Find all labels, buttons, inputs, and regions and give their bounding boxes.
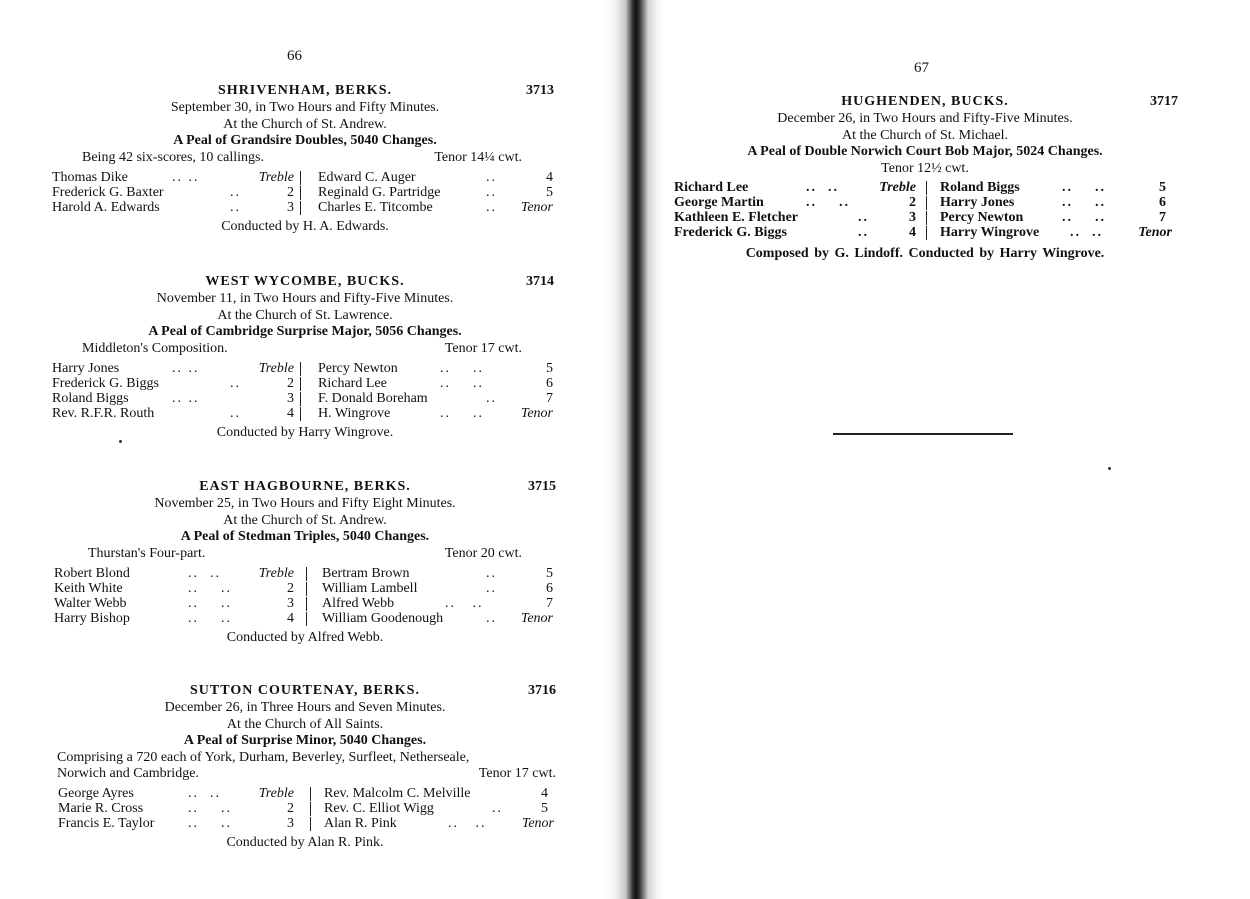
leader-dots: .. ..	[440, 405, 484, 421]
leader-dots: ..	[858, 210, 869, 225]
peal-conductor: Conducted by Alfred Webb.	[226, 629, 384, 645]
peal-title: A Peal of Surprise Minor, 5040 Changes.	[183, 733, 427, 748]
ringer-name: George Martin	[674, 195, 764, 210]
leader-dots: ..	[858, 225, 869, 240]
leader-dots: .. ..	[188, 610, 232, 626]
peal-number: 3713	[526, 83, 554, 98]
ringer-name: Keith White	[54, 580, 123, 596]
peal-tenor: Tenor 17 cwt.	[478, 766, 556, 781]
ringer-name: Harry Jones	[52, 360, 120, 376]
peal-date: December 26, in Three Hours and Seven Minutes.	[164, 700, 446, 715]
bell-number: 6	[1159, 195, 1166, 210]
column-divider	[300, 362, 301, 376]
ringer-name: Rev. R.F.R. Routh	[52, 405, 155, 421]
ringer-name: Frederick G. Baxter	[52, 184, 164, 200]
leader-dots: ..	[230, 184, 241, 200]
leader-dots: ..	[230, 375, 241, 391]
ringers-list	[50, 786, 560, 831]
ringer-row	[50, 200, 560, 215]
bell-number: Treble	[258, 565, 294, 581]
peal-church: At the Church of All Saints.	[226, 716, 384, 732]
ringer-name: Harry Wingrove	[940, 225, 1040, 240]
ringer-name: Marie R. Cross	[58, 801, 144, 816]
ringer-name: Charles E. Titcombe	[318, 199, 433, 215]
leader-dots: ..	[486, 169, 497, 185]
peal-meta	[50, 341, 560, 358]
ringers-list	[50, 361, 560, 421]
peal-church: At the Church of St. Andrew.	[223, 116, 387, 132]
ringer-name: Francis E. Taylor	[58, 816, 155, 831]
peal-heading	[50, 83, 560, 100]
peal-tenor: Tenor 20 cwt.	[444, 545, 522, 561]
peal-heading	[50, 274, 560, 291]
ringer-name: Rev. C. Elliot Wigg	[324, 801, 434, 816]
ringer-row	[670, 180, 1180, 195]
bell-number: 5	[546, 360, 553, 376]
ringer-row	[50, 611, 560, 626]
peal-title: A Peal of Grandsire Doubles, 5040 Changes.	[173, 133, 437, 148]
ringer-row	[50, 391, 560, 406]
peal-entry	[50, 83, 560, 235]
ringer-name: Harold A. Edwards	[52, 199, 160, 215]
bell-number: Tenor	[1138, 225, 1172, 240]
ringer-name: Percy Newton	[940, 210, 1024, 225]
ringer-name: William Goodenough	[322, 610, 444, 626]
ringer-name: Richard Lee	[674, 180, 749, 195]
leader-dots: .. ..	[188, 816, 232, 831]
peal-entry	[50, 479, 560, 646]
peal-meta	[50, 766, 560, 783]
bell-number: Treble	[879, 180, 916, 195]
peal-conductor: Conducted by Harry Wingrove.	[216, 424, 394, 440]
peal-church: At the Church of St. Lawrence.	[217, 307, 393, 323]
ringer-row	[50, 816, 560, 831]
leader-dots: .. ..	[172, 360, 200, 376]
leader-dots: .. ..	[806, 180, 839, 195]
leader-dots: .. ..	[188, 801, 232, 816]
ringer-name: F. Donald Boreham	[318, 390, 428, 406]
ringer-name: Frederick G. Biggs	[52, 375, 159, 391]
leader-dots: .. ..	[1062, 195, 1106, 210]
leader-dots: .. ..	[188, 786, 221, 801]
ringer-name: Alan R. Pink	[324, 816, 397, 831]
peal-number: 3715	[528, 479, 556, 494]
bell-number: 5	[541, 801, 548, 816]
column-divider	[300, 171, 301, 185]
ringer-row	[50, 786, 560, 801]
bell-number: 3	[287, 595, 294, 611]
column-divider	[300, 201, 301, 215]
bell-number: 4	[541, 786, 548, 801]
bell-number: 4	[287, 610, 294, 626]
ringer-row	[50, 801, 560, 816]
ringer-name: Thomas Dike	[52, 169, 128, 185]
ringer-row	[50, 376, 560, 391]
column-divider	[300, 377, 301, 391]
leader-dots: .. ..	[188, 595, 232, 611]
bell-number: 4	[909, 225, 916, 240]
peal-place: SUTTON COURTENAY, BERKS.	[190, 683, 420, 698]
leader-dots: ..	[486, 199, 497, 215]
peal-note-continued: Norwich and Cambridge.	[57, 766, 199, 781]
leader-dots: .. ..	[448, 816, 487, 831]
ringer-name: H. Wingrove	[318, 405, 391, 421]
ringer-name: Harry Jones	[940, 195, 1015, 210]
bell-number: 3	[287, 199, 294, 215]
bell-number: 3	[287, 816, 294, 831]
bell-number: 5	[1159, 180, 1166, 195]
column-divider	[926, 196, 927, 210]
leader-dots: .. ..	[440, 360, 484, 376]
ringer-name: Frederick G. Biggs	[674, 225, 787, 240]
column-divider	[300, 407, 301, 421]
peal-entry	[50, 274, 560, 441]
column-divider	[310, 787, 311, 801]
ringer-name: Edward C. Auger	[318, 169, 416, 185]
leader-dots: ..	[486, 390, 497, 406]
bell-number: 5	[546, 565, 553, 581]
leader-dots: ..	[492, 801, 503, 816]
ringer-row	[50, 596, 560, 611]
column-divider	[306, 612, 307, 626]
column-divider	[306, 567, 307, 581]
bell-number: 7	[546, 595, 553, 611]
peal-tenor: Tenor 17 cwt.	[444, 340, 522, 356]
leader-dots: .. ..	[1062, 210, 1106, 225]
leader-dots: .. ..	[1062, 180, 1106, 195]
peal-church: At the Church of St. Michael.	[841, 127, 1009, 143]
peal-heading	[50, 683, 560, 700]
peal-heading	[50, 479, 560, 496]
peal-number: 3716	[528, 683, 556, 698]
ringer-name: Robert Blond	[54, 565, 130, 581]
ringer-row	[50, 170, 560, 185]
print-speck	[1108, 467, 1111, 470]
leader-dots: ..	[230, 199, 241, 215]
ringer-row	[670, 195, 1180, 210]
peal-number: 3717	[1150, 94, 1178, 109]
peal-date: November 11, in Two Hours and Fifty-Five Minutes.	[156, 291, 454, 306]
peal-place: SHRIVENHAM, BERKS.	[218, 83, 392, 98]
leader-dots: .. ..	[172, 169, 200, 185]
peal-note: Being 42 six-scores, 10 callings.	[82, 149, 264, 165]
page-number: 67	[914, 60, 929, 76]
peal-entry	[50, 683, 560, 852]
ringers-list	[50, 170, 560, 215]
ringers-list	[670, 180, 1180, 240]
peal-conductor: Composed by G. Lindoff. Conducted by Harry Wingrove.	[745, 246, 1105, 261]
column-divider	[926, 226, 927, 240]
print-speck	[119, 440, 122, 443]
peal-church: At the Church of St. Andrew.	[223, 512, 387, 528]
bell-number: 2	[287, 580, 294, 596]
peal-title: A Peal of Stedman Triples, 5040 Changes.	[180, 529, 430, 544]
bell-number: 7	[1159, 210, 1166, 225]
bell-number: 3	[287, 390, 294, 406]
peal-number: 3714	[526, 274, 554, 289]
column-divider	[310, 802, 311, 816]
ringer-row	[50, 185, 560, 200]
bell-number: 4	[546, 169, 553, 185]
bell-number: 2	[287, 375, 294, 391]
bell-number: Treble	[258, 360, 294, 376]
bell-number: 2	[287, 184, 294, 200]
bell-number: 5	[546, 184, 553, 200]
leader-dots: .. ..	[172, 390, 200, 406]
peal-date: November 25, in Two Hours and Fifty Eight Minutes.	[154, 496, 456, 511]
ringer-row	[50, 581, 560, 596]
ringer-row	[50, 566, 560, 581]
bell-number: Tenor	[520, 405, 553, 421]
peal-heading	[670, 94, 1180, 111]
book-gutter	[605, 0, 665, 899]
peal-place: HUGHENDEN, BUCKS.	[841, 94, 1009, 109]
bell-number: 2	[909, 195, 916, 210]
bell-number: Treble	[258, 169, 294, 185]
peal-entry	[670, 94, 1180, 263]
bell-number: 2	[287, 801, 294, 816]
column-divider	[300, 186, 301, 200]
peal-date: December 26, in Two Hours and Fifty-Five Minutes.	[777, 111, 1073, 126]
column-divider	[306, 582, 307, 596]
ringer-name: Roland Biggs	[52, 390, 129, 406]
leader-dots: ..	[230, 405, 241, 421]
bell-number: 3	[909, 210, 916, 225]
bell-number: Tenor	[521, 816, 554, 831]
peal-note: Comprising a 720 each of York, Durham, Beverley, Surfleet, Netherseale,	[57, 749, 470, 765]
bell-number: Tenor	[520, 199, 553, 215]
column-divider	[310, 817, 311, 831]
bell-number: Tenor	[520, 610, 553, 626]
ringer-row	[50, 406, 560, 421]
peal-place: EAST HAGBOURNE, BERKS.	[199, 479, 411, 494]
end-rule	[833, 433, 1013, 435]
peal-date: September 30, in Two Hours and Fifty Minutes.	[170, 100, 440, 115]
leader-dots: ..	[486, 580, 497, 596]
peal-conductor: Conducted by Alan R. Pink.	[226, 835, 384, 850]
peal-conductor: Conducted by H. A. Edwards.	[221, 218, 389, 234]
ringer-name: Harry Bishop	[54, 610, 130, 626]
ringer-row	[50, 361, 560, 376]
bell-number: Treble	[258, 786, 294, 801]
ringer-row	[670, 225, 1180, 240]
leader-dots: ..	[486, 565, 497, 581]
leader-dots: .. ..	[1070, 225, 1103, 240]
ringer-name: Bertram Brown	[322, 565, 410, 581]
peal-title: A Peal of Double Norwich Court Bob Major, 5024 Changes.	[747, 144, 1103, 159]
ringer-name: Alfred Webb	[322, 595, 395, 611]
peal-tenor: Tenor 14¼ cwt.	[434, 149, 522, 165]
peal-tenor: Tenor 12½ cwt.	[881, 160, 969, 176]
ringer-name: Kathleen E. Fletcher	[674, 210, 799, 225]
peal-note: Thurstan's Four-part.	[88, 545, 206, 561]
peal-place: WEST WYCOMBE, BUCKS.	[205, 274, 405, 289]
ringer-name: Roland Biggs	[940, 180, 1020, 195]
leader-dots: ..	[486, 184, 497, 200]
leader-dots: .. ..	[440, 375, 484, 391]
bell-number: 6	[546, 580, 553, 596]
leader-dots: .. ..	[188, 565, 221, 581]
ringer-row	[670, 210, 1180, 225]
leader-dots: ..	[486, 610, 497, 626]
peal-meta	[50, 546, 560, 563]
peal-title: A Peal of Cambridge Surprise Major, 5056 Changes.	[148, 324, 462, 339]
column-divider	[300, 392, 301, 406]
bell-number: 6	[546, 375, 553, 391]
peal-meta	[50, 150, 560, 167]
ringer-name: Rev. Malcolm C. Melville	[324, 786, 471, 801]
bell-number: 4	[287, 405, 294, 421]
ringer-name: George Ayres	[58, 786, 134, 801]
bell-number: 7	[546, 390, 553, 406]
leader-dots: .. ..	[806, 195, 850, 210]
column-divider	[926, 181, 927, 195]
leader-dots: .. ..	[445, 595, 484, 611]
column-divider	[926, 211, 927, 225]
ringer-name: Percy Newton	[318, 360, 398, 376]
page-number: 66	[287, 48, 302, 64]
ringers-list	[50, 566, 560, 626]
ringer-name: Reginald G. Partridge	[318, 184, 441, 200]
column-divider	[306, 597, 307, 611]
leader-dots: .. ..	[188, 580, 232, 596]
ringer-name: Walter Webb	[54, 595, 127, 611]
ringer-name: William Lambell	[322, 580, 418, 596]
peal-note: Middleton's Composition.	[82, 340, 228, 356]
ringer-name: Richard Lee	[318, 375, 387, 391]
